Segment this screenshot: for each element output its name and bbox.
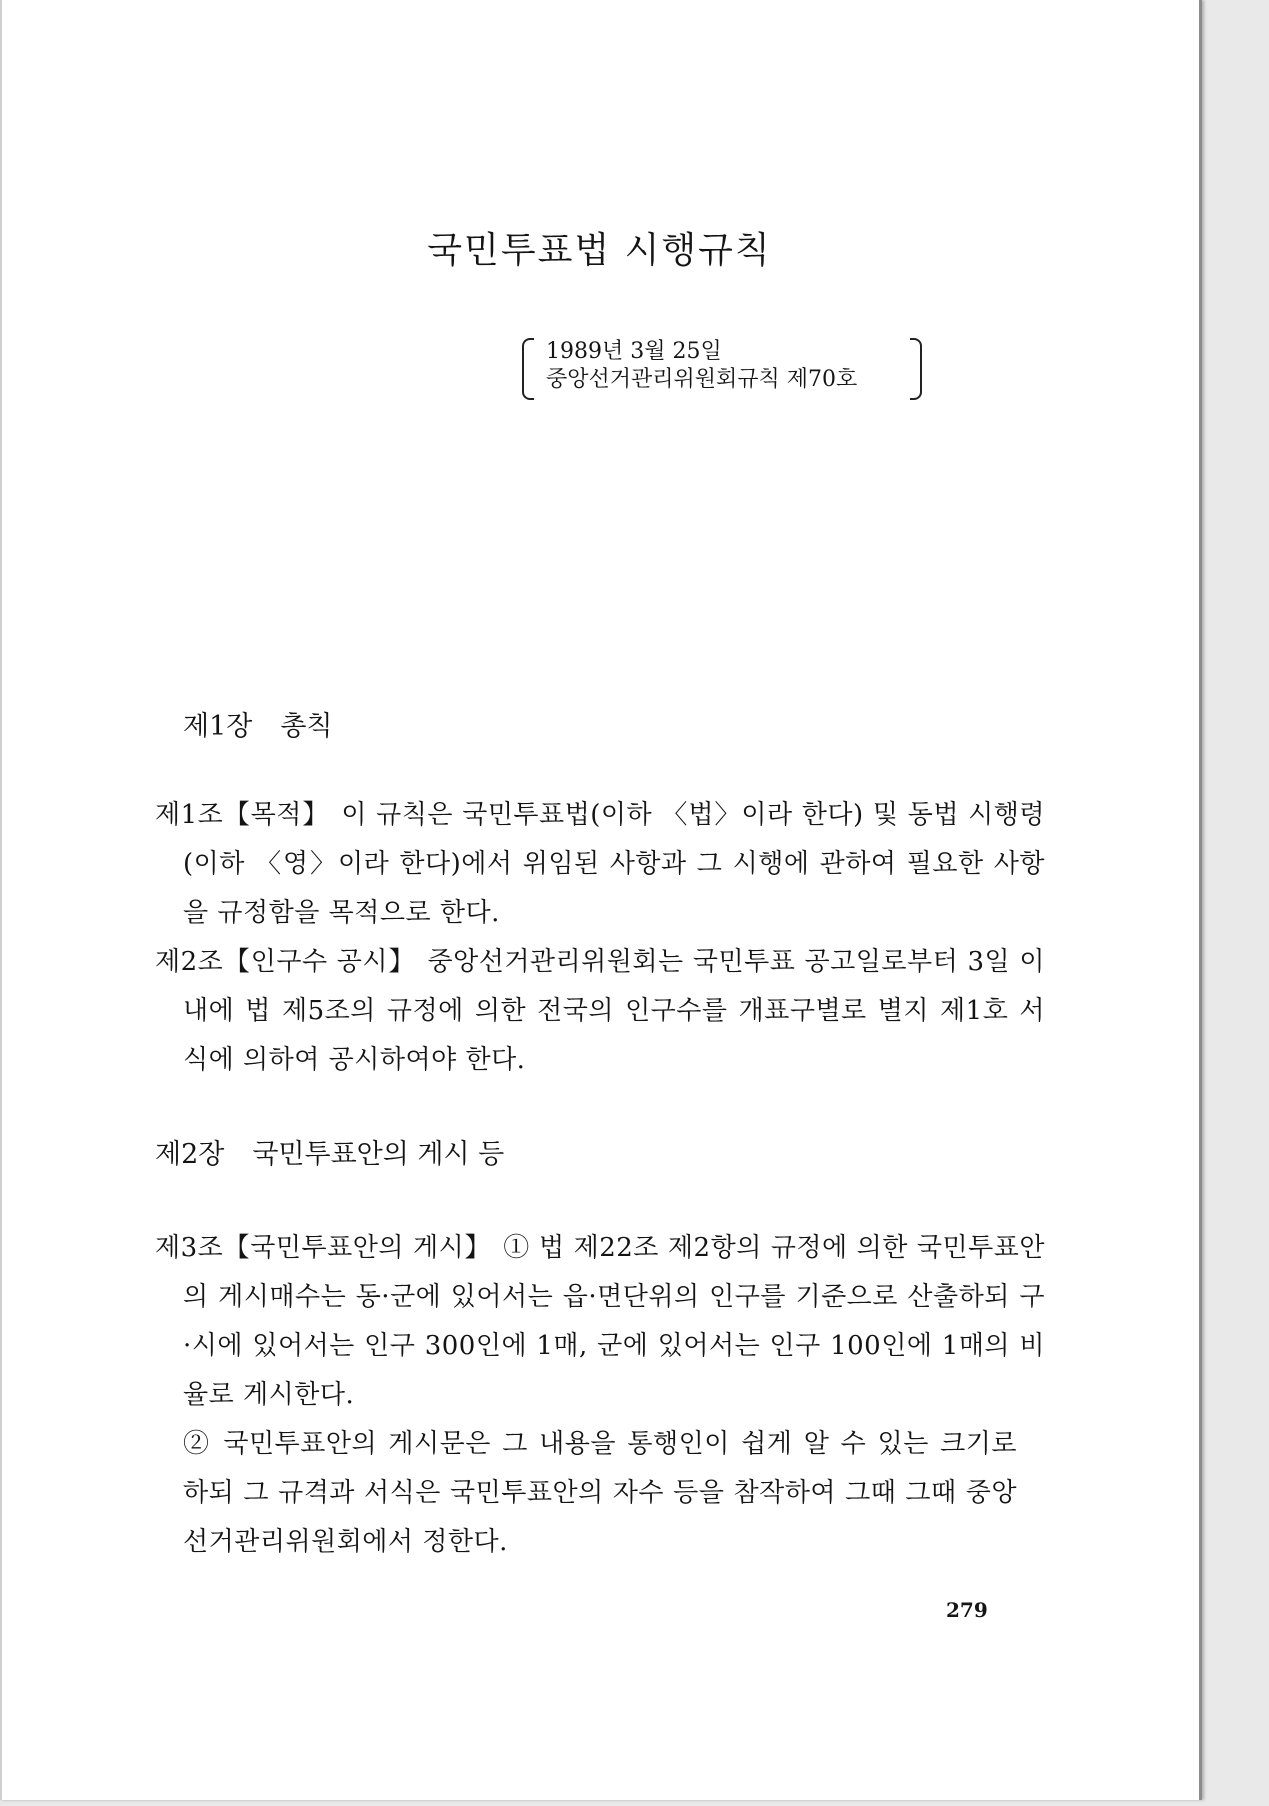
enactment-date: 1989년 3월 25일 (546, 339, 722, 364)
article-3-paragraph-2: ② 국민투표안의 게시문은 그 내용을 통행인이 쉽게 알 수 있는 크기로 하되 그 규격과 서식은 국민투표안의 자수 등을 참작하여 그때 그때 중앙선거관리위원회에서 정한다. (183, 1429, 1017, 1557)
chapter-heading-2 (155, 1132, 504, 1171)
article-heading: 제3조【국민투표안의 게시】 (155, 1233, 492, 1263)
enactment-rule-number: 중앙선거관리위원회규칙 제70호 (546, 367, 858, 392)
chapter-number: 제1장 (183, 711, 253, 742)
article-heading: 제2조【인구수 공시】 (155, 947, 416, 977)
chapter-title: 국민투표안의 게시 등 (252, 1139, 505, 1170)
article-3 (155, 1224, 1045, 1420)
article-text: 이 규칙은 국민투표법(이하 〈법〉이라 한다) 및 동법 시행령(이하 〈영〉이라 한다)에서 위임된 사항과 그 시행에 관하여 필요한 사항을 규정함을 목적으로 한다. (183, 800, 1045, 928)
left-bracket (522, 338, 534, 400)
chapter-heading-1 (183, 704, 333, 743)
article-paragraph-1: ① 법 제22조 제2항의 규정에 의한 국민투표안의 게시매수는 동·군에 있어서는 읍·면단위의 인구를 기준으로 산출하되 구·시에 있어서는 인구 300인에 1매, 군에 있어서는 인구 100인에 1매의 비율로 게시한다. (183, 1233, 1045, 1410)
article-heading: 제1조【목적】 (155, 800, 330, 830)
article-text: 중앙선거관리위원회는 국민투표 공고일로부터 3일 이내에 법 제5조의 규정에 의한 전국의 인구수를 개표구별로 별지 제1호 서식에 의하여 공시하여야 한다. (183, 947, 1045, 1075)
article-2 (155, 938, 1045, 1085)
right-bracket (910, 338, 922, 400)
document-title: 국민투표법 시행규칙 (427, 230, 772, 271)
enactment-note (522, 338, 922, 400)
chapter-number: 제2장 (155, 1139, 225, 1170)
article-1 (155, 791, 1045, 938)
page-number: 279 (946, 1598, 988, 1622)
chapter-title: 총칙 (280, 711, 333, 742)
